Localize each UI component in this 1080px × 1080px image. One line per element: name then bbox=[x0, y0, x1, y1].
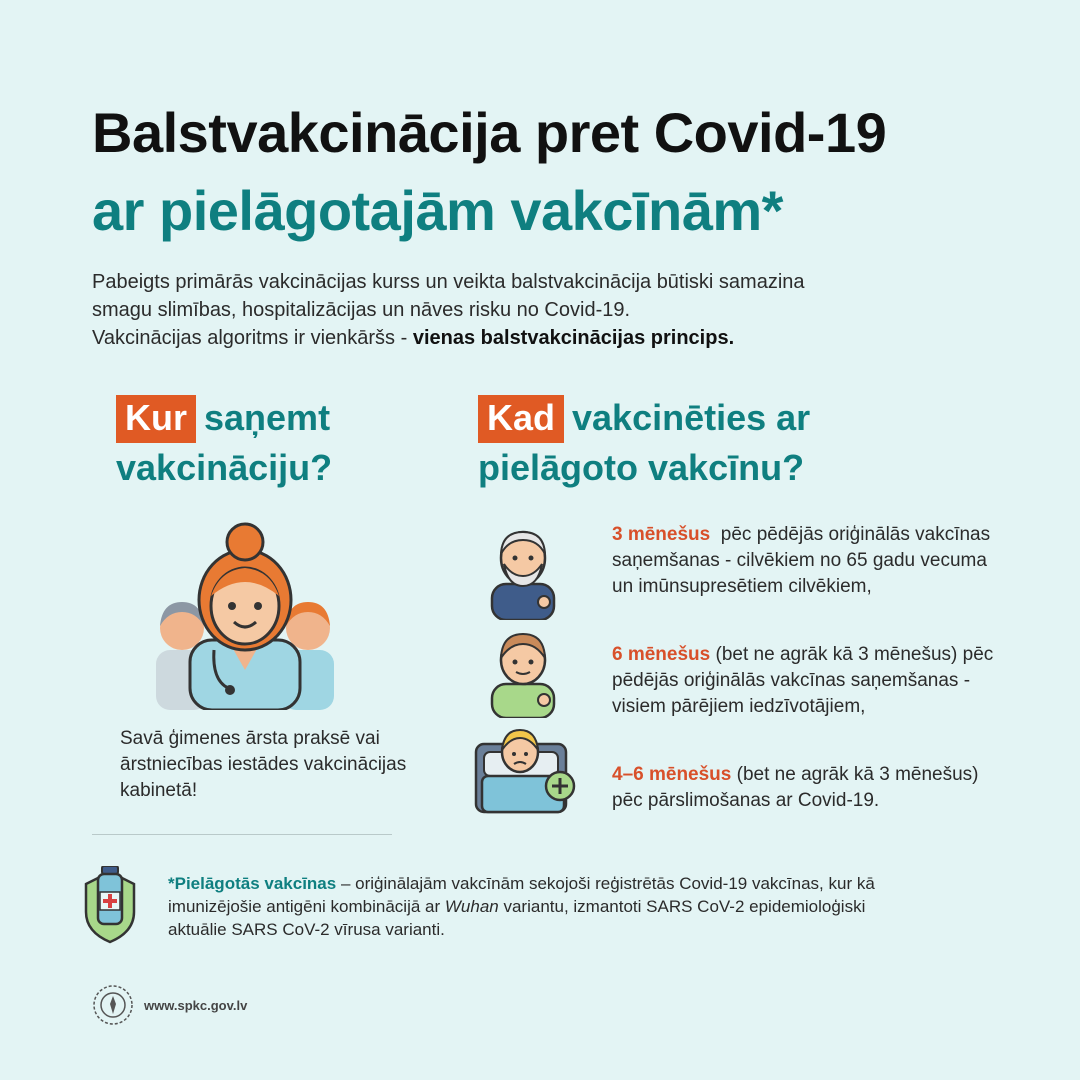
divider bbox=[92, 834, 392, 835]
intro-emphasis: vienas balstvakcinācijas princips. bbox=[412, 327, 735, 349]
intro-line-3: Vakcinācijas algoritms ir vienkāršs - vienas balstvakcinācijas princips. bbox=[92, 327, 735, 349]
intro-line-1: Pabeigts primārās vakcinācijas kurss un veikta balstvakcinācija būtiski samazina bbox=[92, 271, 805, 293]
footnote: *Pielāgotās vakcīnas – oriģinālajām vakcīnām sekojoši reģistrētās Covid-19 vakcīnas, kur kā imunizējošie antigēni kombinācijā ar Wuhan variantu, izmantoti SARS CoV-2 epidemioloģiski aktuālie SARS CoV-2 vīrusa varianti. bbox=[168, 874, 875, 939]
website-link[interactable]: www.spkc.gov.lv bbox=[144, 998, 248, 1013]
when-item: 4–6 mēnešus (bet ne agrāk kā 3 mēnešus) pēc pārslimošanas ar Covid-19. bbox=[612, 764, 979, 811]
when-item: 3 mēnešus pēc pēdējās oriģinālās vakcīnas saņemšanas - cilvēkiem no 65 gadu vecuma un imūnsupresētiem cilvēkiem, bbox=[612, 524, 996, 597]
when-item: 6 mēnešus (bet ne agrāk kā 3 mēnešus) pēc pēdējās oriģinālās vakcīnas saņemšanas - visiem pārējiem iedzīvotājiem, bbox=[612, 644, 994, 717]
page-title: Balstvakcinācija pret Covid-19 bbox=[92, 101, 887, 164]
where-tag: Kur bbox=[116, 395, 196, 443]
spkc-emblem-icon bbox=[92, 984, 134, 1026]
intro-text bbox=[92, 268, 992, 352]
young-person-icon bbox=[486, 628, 560, 718]
vaccine-shield-icon bbox=[82, 866, 138, 944]
medical-staff-icon bbox=[150, 520, 340, 710]
when-tag: Kad bbox=[478, 395, 564, 443]
page-subtitle: ar pielāgotajām vakcīnām* bbox=[92, 179, 783, 242]
sick-person-in-bed-icon bbox=[474, 722, 578, 814]
where-answer: Savā ģimenes ārsta praksē vai ārstniecības iestādes vakcinācijas kabinetā! bbox=[120, 728, 407, 801]
where-heading: Kur saņemt vakcināciju? bbox=[116, 397, 333, 488]
when-heading: Kad vakcinēties ar pielāgoto vakcīnu? bbox=[478, 397, 811, 488]
intro-line-2: smagu slimības, hospitalizācijas un nāves risku no Covid-19. bbox=[92, 299, 631, 321]
elderly-person-icon bbox=[486, 524, 560, 620]
